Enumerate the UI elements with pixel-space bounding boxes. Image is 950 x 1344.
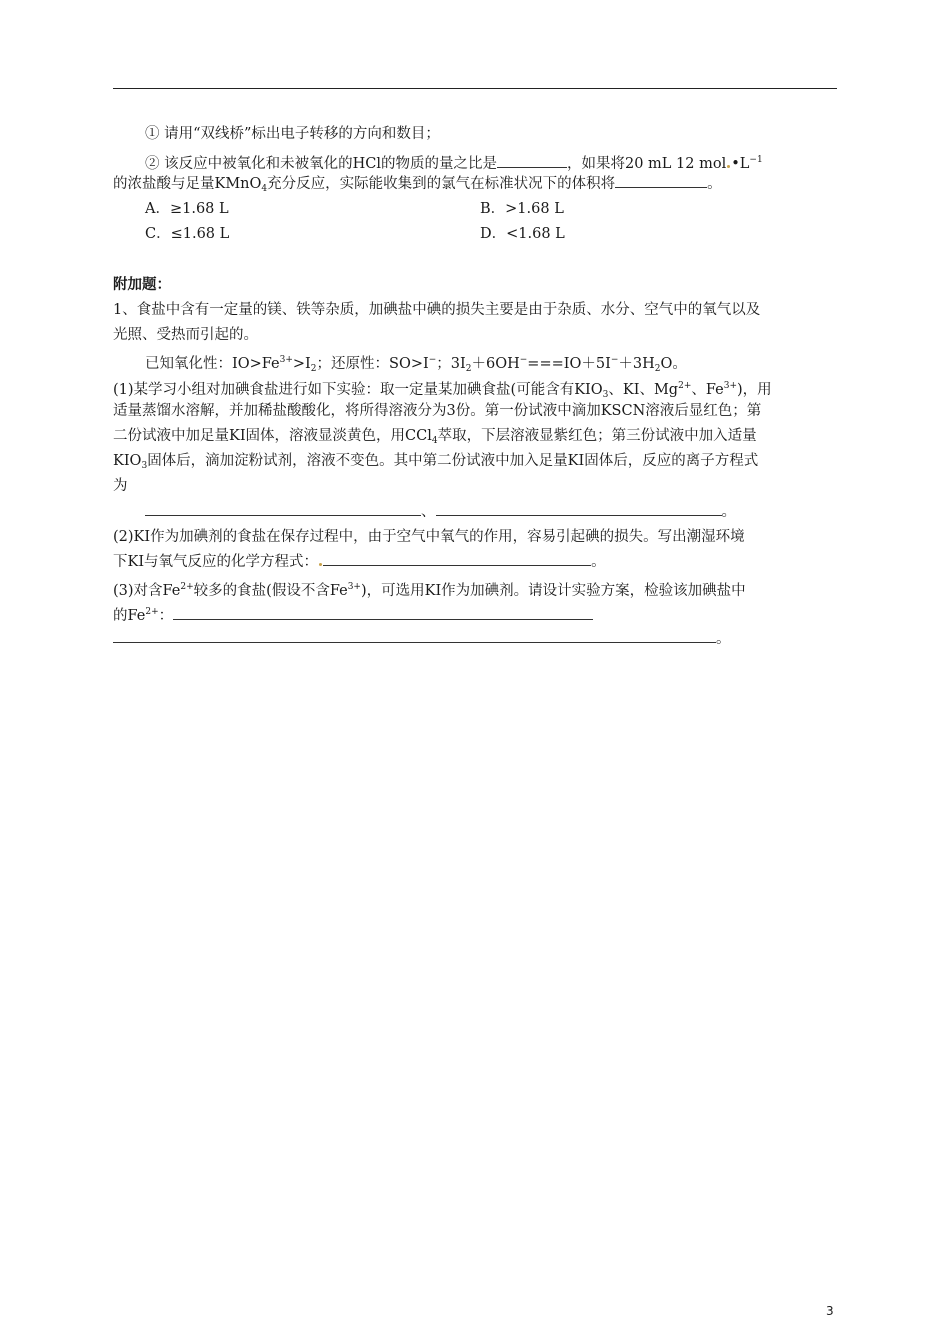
extra-title: 附加题： <box>113 276 171 293</box>
subq2-line2: 下KI与氧气反应的化学方程式： 。 <box>113 554 606 570</box>
subq3-line3: 。 <box>113 630 731 648</box>
subq1-line5: 为 <box>113 478 128 494</box>
answer-blank-ratio[interactable] <box>497 155 567 168</box>
known-conditions: 已知氧化性：$IO>Fe^{3+}>I_2$；还原性：SO>I−；$3I_2+6OH^-===IO+5I^-+3H_2O$。 <box>145 355 687 374</box>
answer-blank-chem-eq[interactable] <box>323 553 591 566</box>
answer-blank-experiment-2[interactable] <box>113 630 716 643</box>
problem-1-line1: 1、食盐中含有一定量的镁、铁等杂质，加碘盐中碘的损失主要是由于杂质、水分、空气中的氧气以及 <box>113 302 761 318</box>
option-d[interactable]: D．<1.68 L <box>480 226 565 242</box>
answer-blank-ionic-eq-1[interactable] <box>145 503 421 516</box>
question-part-2-line2: 的浓盐酸与足量KMnO$_4$充分反应，实际能收集到的氯气在标准状况下的体积将 。 <box>113 176 722 194</box>
page-number: 3 <box>826 1304 834 1318</box>
option-c[interactable]: C．≤1.68 L <box>145 226 230 242</box>
header-rule <box>113 88 837 89</box>
answer-blank-experiment-1[interactable] <box>173 607 593 620</box>
subq1-line2: 适量蒸馏水溶解，并加稀盐酸酸化，将所得溶液分为3份。第一份试液中滴加KSCN溶液后显红色；第 <box>113 403 762 419</box>
subq1-line3: 二份试液中加足量KI固体，溶液显淡黄色，用CCl$_4$萃取，下层溶液显紫红色；第三份试液中加入适量 <box>113 428 757 446</box>
subq3-line2: 的$Fe^{2+}$： <box>113 603 593 625</box>
subq3-line1: (3)对含$Fe^{2+}$较多的食盐(假设不含$Fe^{3+}$)，可选用KI作为加碘剂。请设计实验方案，检验该加碘盐中 <box>113 582 746 599</box>
answer-blank-ionic-eq-2[interactable] <box>436 503 722 516</box>
question-part-1: ① 请用“双线桥”标出电子转移的方向和数目； <box>145 126 440 142</box>
subq1-line1: (1)某学习小组对加碘食盐进行如下实验：取一定量某加碘食盐(可能含有$KIO_3$、KI、$Mg^{2+}$、$Fe^{3+}$)，用 <box>113 381 772 400</box>
question-part-2-line1: ② 该反应中被氧化和未被氧化的HCl的物质的量之比是 ，如果将20 mL 12 mol $•L^{-1}$ <box>145 155 763 172</box>
subq2-line1: (2)KI作为加碘剂的食盐在保存过程中，由于空气中氧气的作用，容易引起碘的损失。写出潮湿环境 <box>113 529 745 545</box>
subq1-line4: $KIO_3$固体后，滴加淀粉试剂，溶液不变色。其中第二份试液中加入足量KI固体后，反应的离子方程式 <box>113 453 759 471</box>
problem-1-line2: 光照、受热而引起的。 <box>113 327 258 343</box>
subq1-answer-line: 、 。 <box>145 503 736 521</box>
option-b[interactable]: B．>1.68 L <box>480 201 564 217</box>
answer-blank-volume[interactable] <box>615 175 707 188</box>
option-a[interactable]: A．≥1.68 L <box>145 201 229 217</box>
